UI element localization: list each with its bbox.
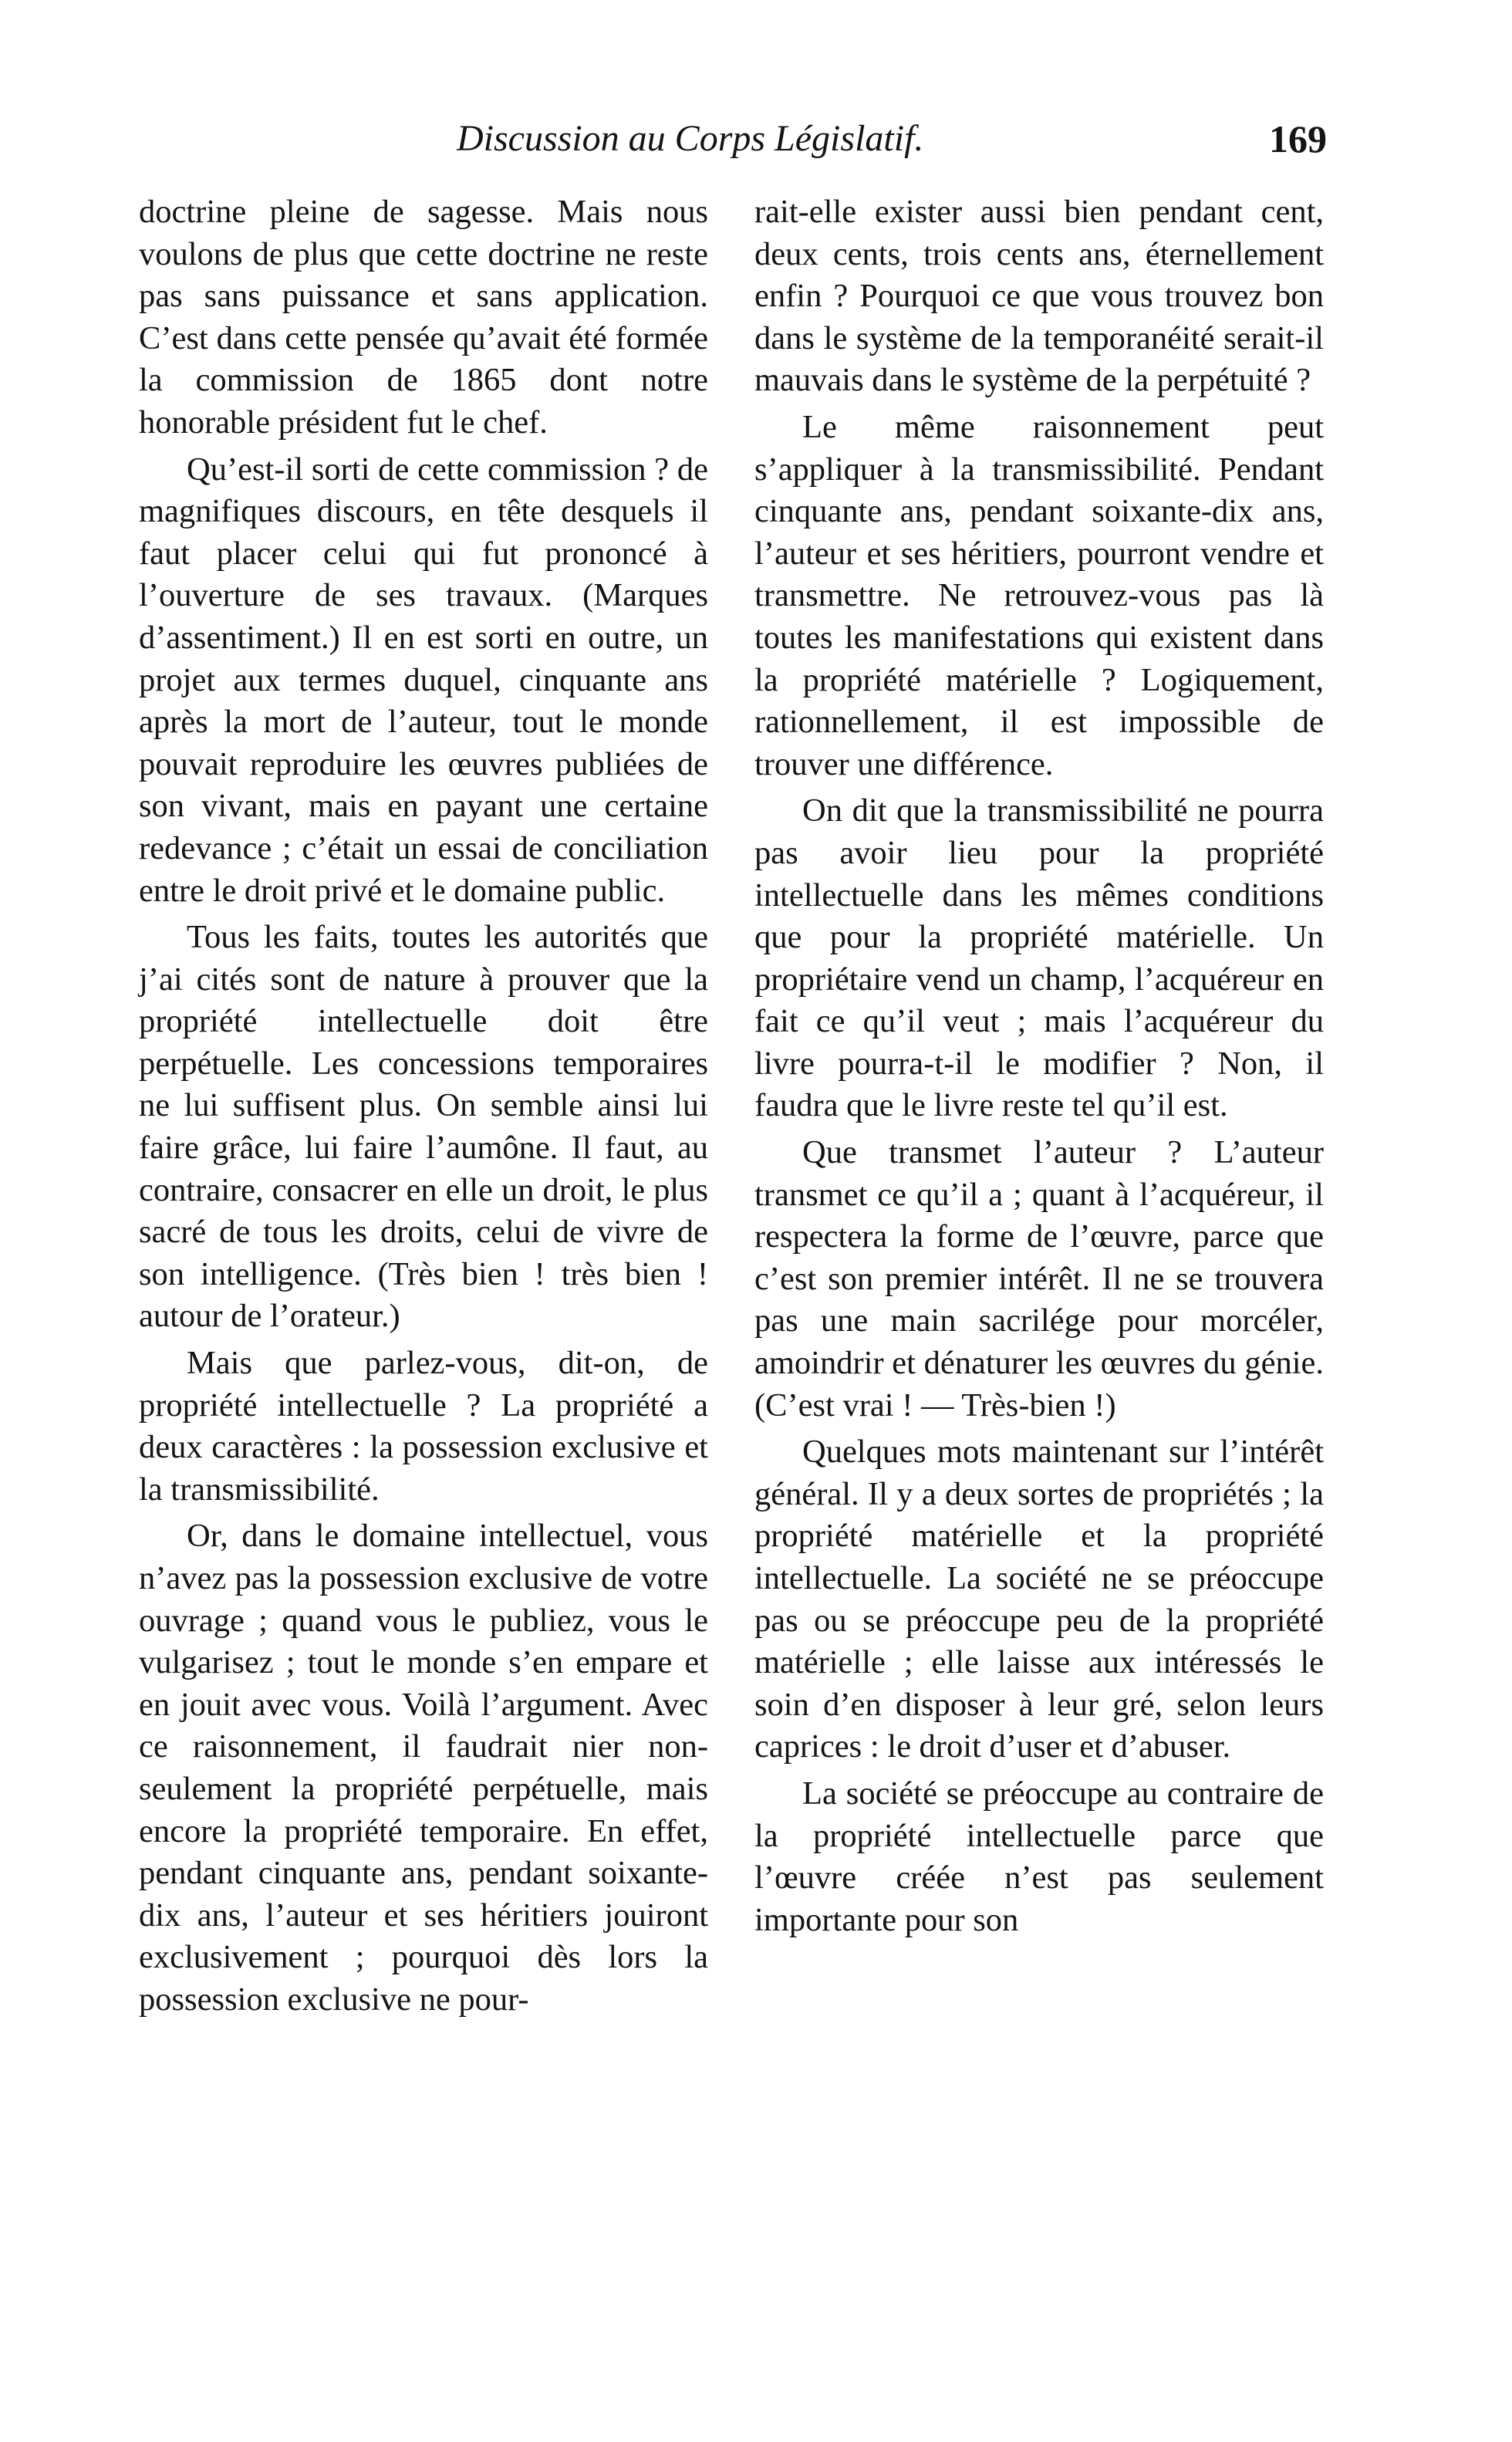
right-column xyxy=(754,191,1324,1946)
running-head xyxy=(139,116,1327,177)
page-number: 169 xyxy=(1269,117,1327,160)
left-paragraph-1: doctrine pleine de sagesse. Mais nous voulons de plus que cette doctrine ne reste pas sans puissance et sans application. C’est dans cette pensée qu’avait été formée la commission de 1865 dont notre honorable président fut le chef. xyxy=(139,194,708,441)
right-paragraph-2: Le même raisonnement peut s’appliquer à la transmissibilité. Pendant cinquante ans, pendant soixante-dix ans, l’auteur et ses héritiers, pourront vendre et transmettre. Ne retrouvez-vous pas là toutes les manifestations qui existent dans la propriété matérielle ? Logiquement, rationnellement, il est impossible de trouver une différence. xyxy=(754,408,1324,782)
right-paragraph-6: La société se préoccupe au contraire de la propriété intellectuelle parce que l’œuvre créée n’est pas seulement importante pour son xyxy=(754,1775,1324,1938)
left-paragraph-5: Or, dans le domaine intellectuel, vous n’avez pas la possession exclusive de votre ouvrage ; quand vous le publiez, vous le vulgarisez ; tout le monde s’en empare et en jouit avec vous. Voilà l’argument. Avec ce raisonnement, il faudrait nier non-seulement la propriété perpétuelle, mais encore la propriété temporaire. En effet, pendant cinquante ans, pendant soixante-dix ans, l’auteur et ses héritiers jouiront exclusivement ; pourquoi dès lors la possession exclusive ne pour- xyxy=(139,1518,708,2018)
right-paragraph-5: Quelques mots maintenant sur l’intérêt général. Il y a deux sortes de propriétés ; la propriété matérielle et la propriété intellectuelle. La société ne se préoccupe pas ou se préoccupe peu de la propriété matérielle ; elle laisse aux intéressés le soin d’en disposer à leur gré, selon leurs caprices : le droit d’user et d’abuser. xyxy=(754,1434,1324,1765)
running-title: Discussion au Corps Législatif. xyxy=(457,118,924,159)
left-paragraph-3: Tous les faits, toutes les autorités que j’ai cités sont de nature à prouver que la propriété intellectuelle doit être perpétuelle. Les concessions temporaires ne lui suffisent plus. On semble ainsi lui faire grâce, lui faire l’aumône. Il faut, au contraire, consacrer en elle un droit, le plus sacré de tous les droits, celui de vivre de son intelligence. (Très bien ! très bien ! autour de l’orateur.) xyxy=(139,919,708,1335)
left-column xyxy=(139,191,708,2026)
right-paragraph-4: Que transmet l’auteur ? L’auteur transmet ce qu’il a ; quant à l’acquéreur, il respectera la forme de l’œuvre, parce que c’est son premier intérêt. Il ne se trouvera pas une main sacrilége pour morcéler, amoindrir et dénaturer les œuvres du génie. (C’est vrai ! — Très-bien !) xyxy=(754,1134,1324,1424)
left-paragraph-4: Mais que parlez-vous, dit-on, de propriété intellectuelle ? La propriété a deux caractères : la possession exclusive et la transmissibilité. xyxy=(139,1345,708,1508)
left-paragraph-2: Qu’est-il sorti de cette commission ? de magnifiques discours, en tête desquels il faut placer celui qui fut prononcé à l’ouverture de ses travaux. (Marques d’assentiment.) Il en est sorti en outre, un projet aux termes duquel, cinquante ans après la mort de l’auteur, tout le monde pouvait reproduire les œuvres publiées de son vivant, mais en payant une certaine redevance ; c’était un essai de conciliation entre le droit privé et le domaine public. xyxy=(139,451,708,909)
right-paragraph-3: On dit que la transmissibilité ne pourra pas avoir lieu pour la propriété intellectuelle dans les mêmes conditions que pour la propriété matérielle. Un propriétaire vend un champ, l’acquéreur en fait ce qu’il veut ; mais l’acquéreur du livre pourra-t-il le modifier ? Non, il faudra que le livre reste tel qu’il est. xyxy=(754,792,1324,1124)
right-paragraph-1: rait-elle exister aussi bien pendant cent, deux cents, trois cents ans, éternellement enfin ? Pourquoi ce que vous trouvez bon dans le système de la temporanéité serait-il mauvais dans le système de la perpétuité ? xyxy=(754,194,1324,399)
